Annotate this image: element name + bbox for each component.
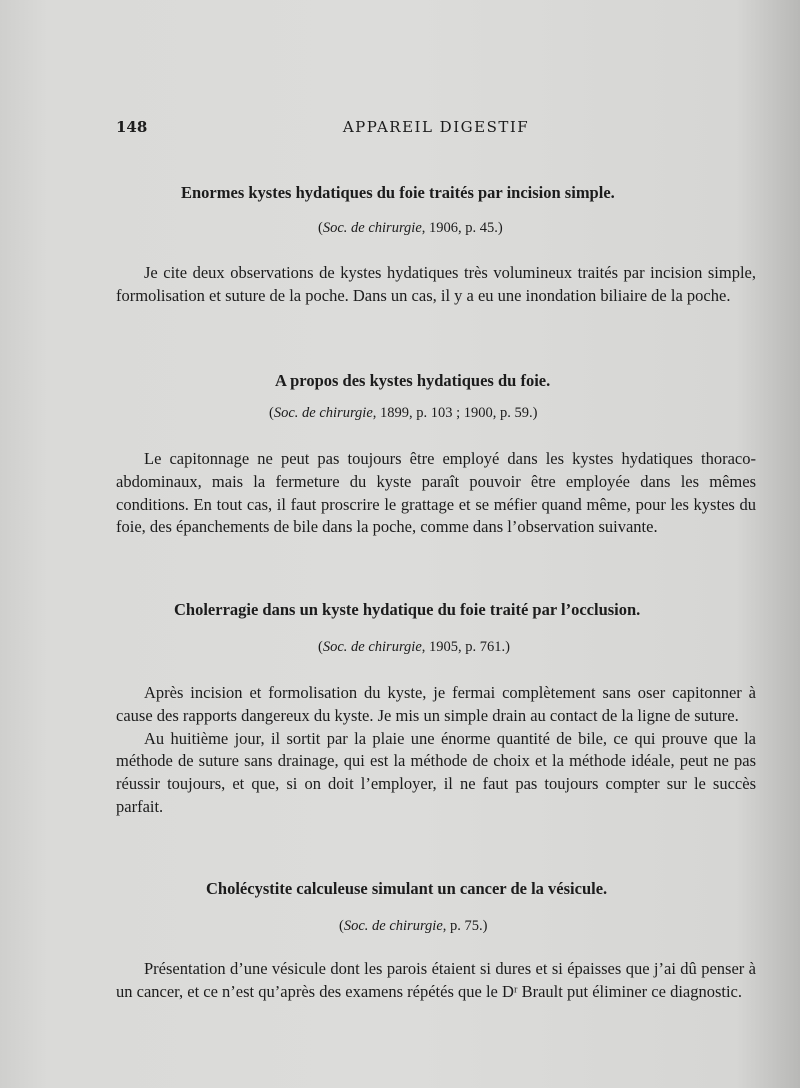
paragraph: Je cite deux observations de kystes hydatiques très volumineux traités par incision simple, formolisation et suture de la poche. Dans un cas, il y a eu une inondation biliaire de la poche. — [116, 263, 756, 305]
section-title-1: Enormes kystes hydatiques du foie traités par incision simple. — [181, 183, 615, 202]
section-body-2 — [116, 448, 756, 539]
section-ref-3: (Soc. de chirurgie, 1905, p. 761.) — [318, 639, 510, 655]
ref-journal: Soc. de chirurgie — [322, 639, 422, 655]
ref-journal: Soc. de chirurgie — [322, 220, 422, 236]
section-ref-1: (Soc. de chirurgie, 1906, p. 45.) — [318, 220, 503, 236]
ref-details: , 1906, p. 45.) — [421, 220, 503, 236]
section-title-2: A propos des kystes hydatiques du foie. — [275, 371, 551, 390]
paragraph: Après incision et formolisation du kyste, je fermai complètement sans oser capitonner à cause des rapports dangereux du kyste. Je mis un simple drain au contact de la ligne de suture. — [116, 683, 756, 725]
page-header — [116, 118, 756, 142]
ref-journal: Soc. de chirurgie — [343, 918, 443, 934]
ref-journal: Soc. de chirurgie — [273, 405, 373, 421]
ref-details: , p. 75.) — [442, 918, 488, 934]
section-body-1 — [116, 262, 756, 308]
section-ref-4: (Soc. de chirurgie, p. 75.) — [339, 918, 488, 934]
section-title-3: Cholerragie dans un kyste hydatique du foie traité par l’occlusion. — [174, 600, 641, 619]
page-number: 148 — [116, 118, 148, 136]
ref-details: , 1899, p. 103 ; 1900, p. 59.) — [372, 405, 538, 421]
section-body-3 — [116, 682, 756, 819]
section-body-4 — [116, 958, 756, 1004]
section-title-4: Cholécystite calculeuse simulant un cancer de la vésicule. — [206, 879, 608, 898]
ref-details: , 1905, p. 761.) — [421, 639, 510, 655]
paragraph: Au huitième jour, il sortit par la plaie une énorme quantité de bile, ce qui prouve que la méthode de suture sans drainage, qui est la méthode de choix et la méthode idéale, peut ne pas réussir toujours, et que, si on doit l’employer, il ne faut pas toujours compter sur le succès parfait. — [116, 728, 756, 816]
paragraph: Présentation d’une vésicule dont les parois étaient si dures et si épaisses que j’ai dû penser à un cancer, et ce n’est qu’après des examens répétés que le Dʳ Brault put éliminer ce diagnostic. — [116, 959, 756, 1001]
running-head: APPAREIL DIGESTIF — [342, 118, 530, 136]
paragraph: Le capitonnage ne peut pas toujours être employé dans les kystes hydatiques thoraco-abdominaux, mais la fermeture du kyste paraît pouvoir être employée dans les mêmes conditions. En tout cas, il faut proscrire le grattage et se méfier quand même, pour les kystes du foie, des épanchements de bile dans la poche, comme dans l’observation suivante. — [116, 449, 756, 537]
section-ref-2: (Soc. de chirurgie, 1899, p. 103 ; 1900, p. 59.) — [269, 405, 538, 421]
